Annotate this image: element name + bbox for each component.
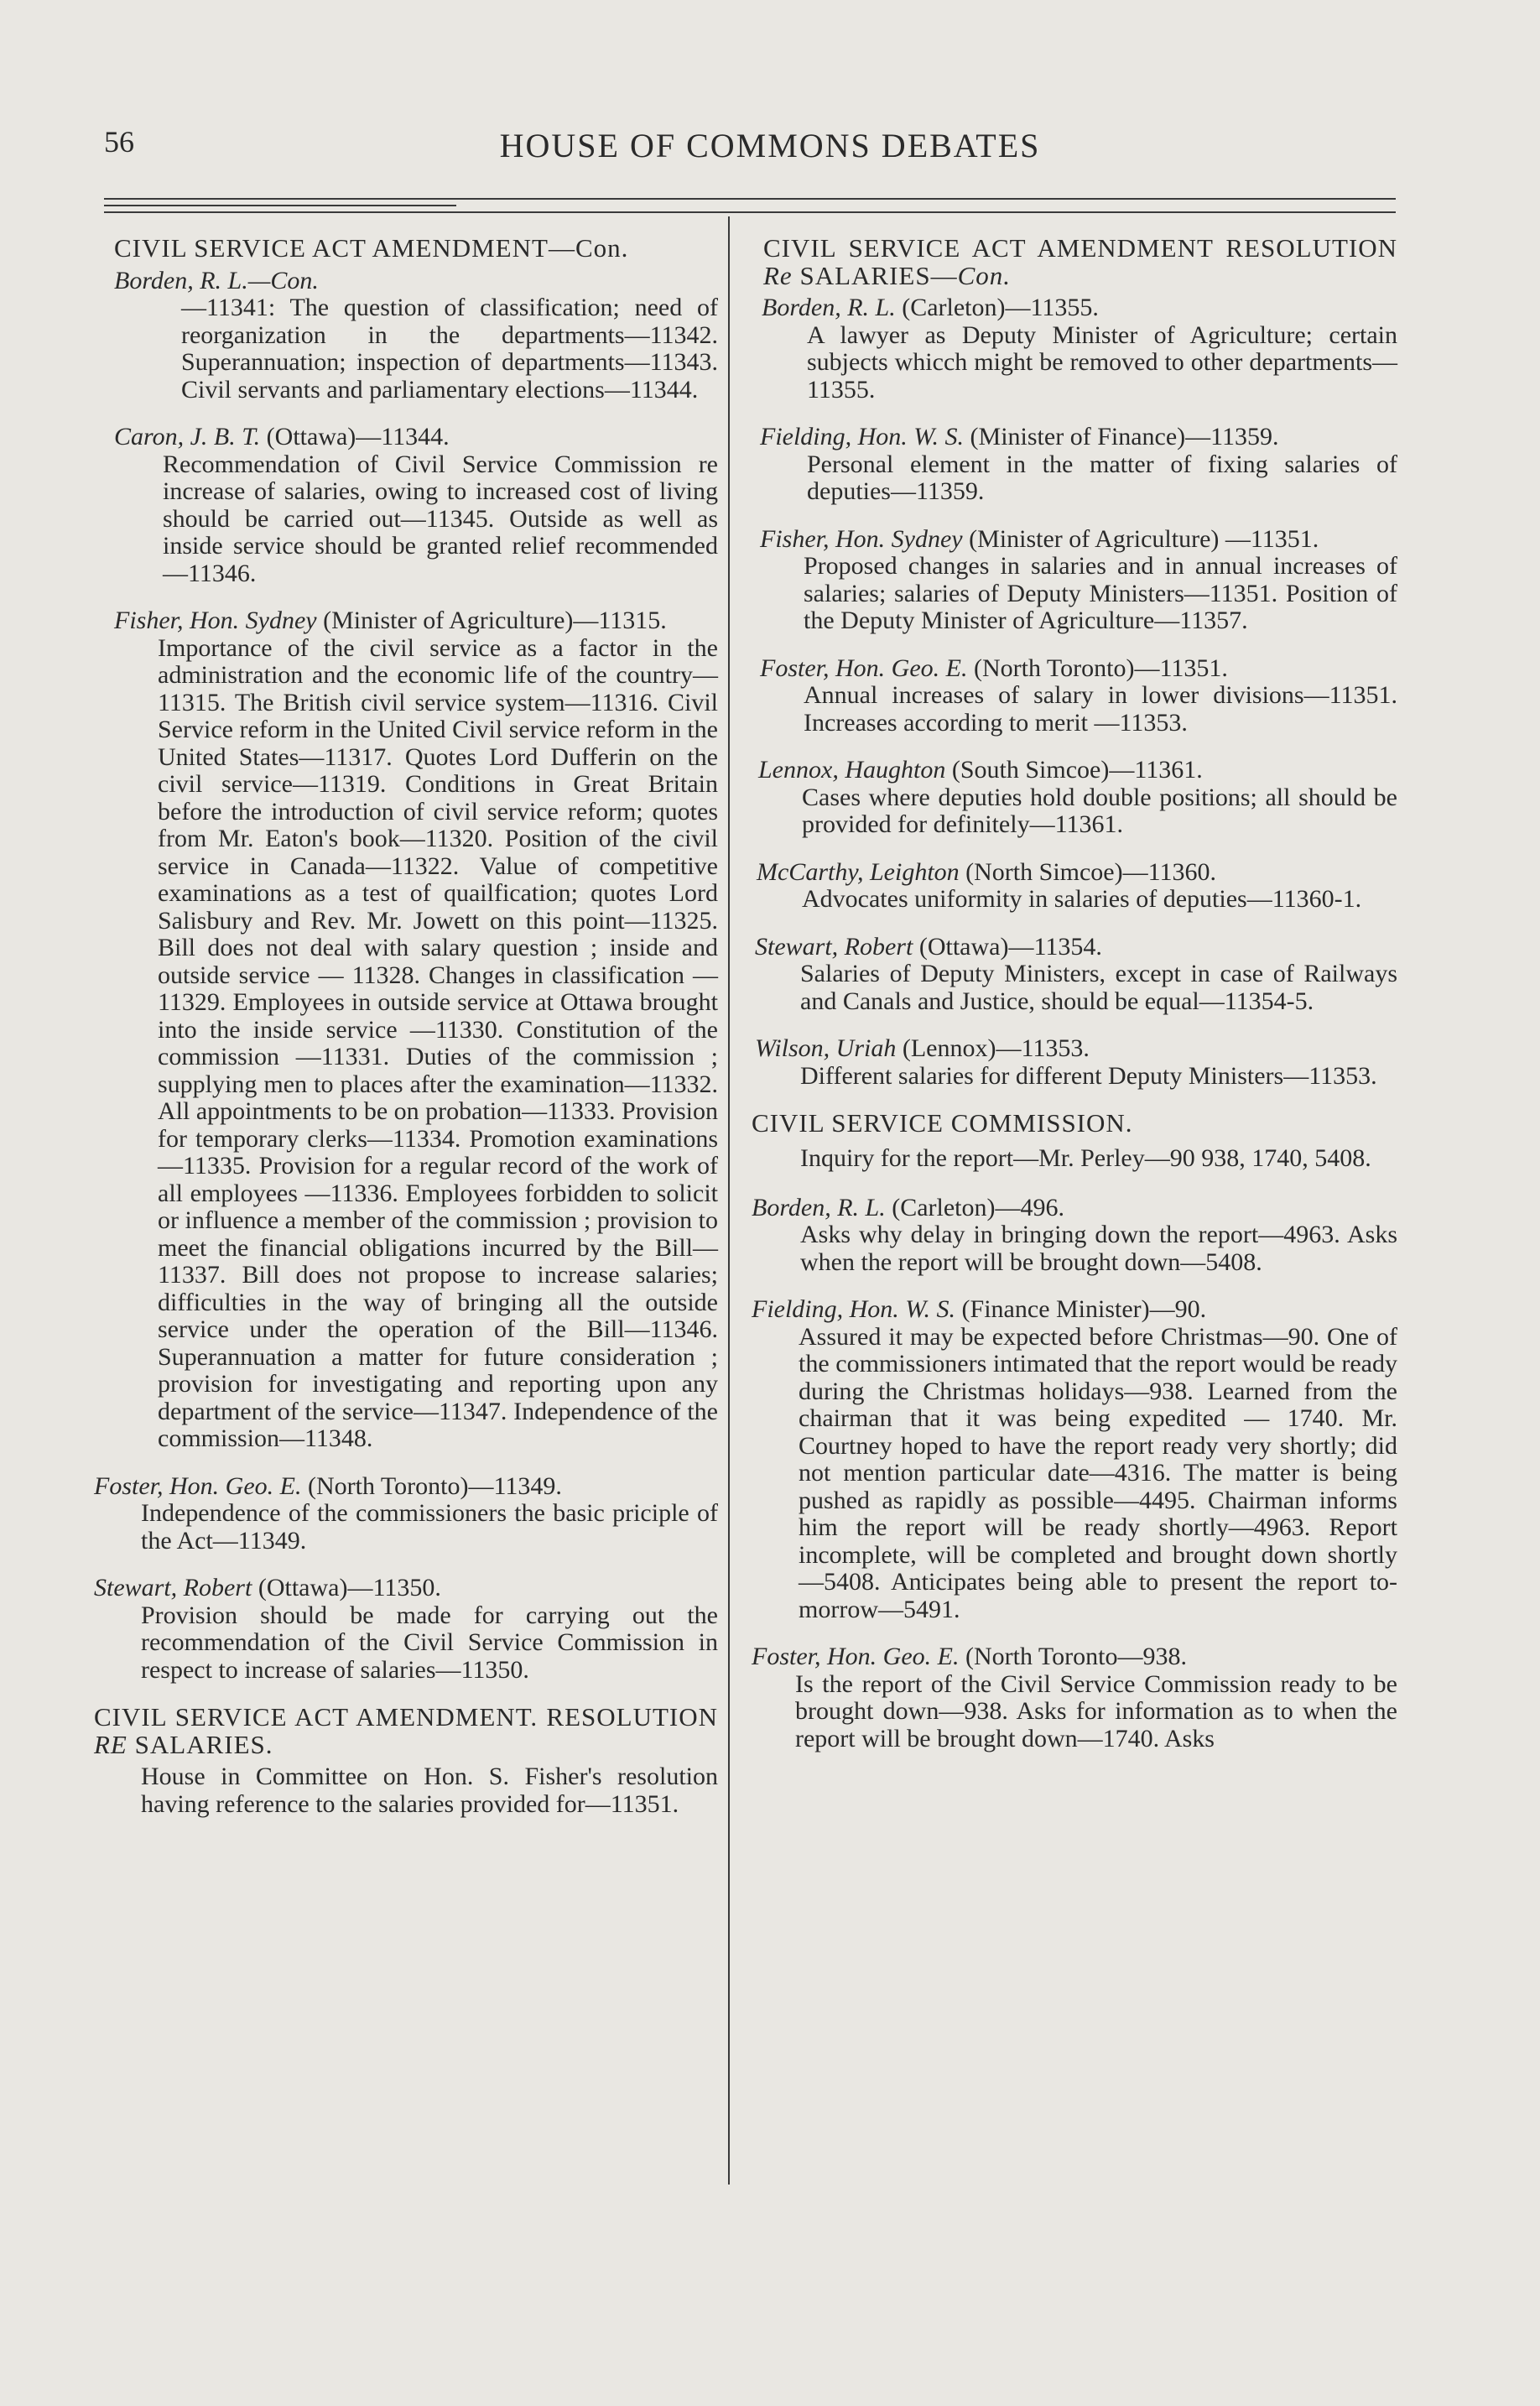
top-rule-thin-left — [104, 205, 456, 206]
speaker-name: Fielding, Hon. W. S. — [752, 1295, 956, 1323]
right-heading-commission: CIVIL SERVICE COMMISSION. — [752, 1108, 1133, 1138]
entry-text: Salaries of Deputy Ministers, except in case of Railways and Canals and Justice, should be equal—11354-5. — [800, 960, 1397, 1015]
speaker-name: Foster, Hon. Geo. E. — [760, 654, 968, 682]
page-number: 56 — [104, 125, 134, 159]
speaker-name: Foster, Hon. Geo. E. — [94, 1471, 302, 1500]
left-column — [94, 235, 718, 1838]
right-heading-resolution: CIVIL SERVICE ACT AMENDMENT RESOLUTION Re SALARIES—Con. — [763, 233, 1397, 290]
entry-text: Provision should be made for carrying out the recommendation of the Civil Service Commission in respect to increase of salaries—11350. — [141, 1601, 718, 1684]
speaker-name: Fisher, Hon. Sydney — [760, 524, 963, 553]
entry-text: Different salaries for different Deputy Ministers—11353. — [800, 1061, 1377, 1090]
entry-text: Independence of the commissioners the basic priciple of the Act—11349. — [141, 1499, 718, 1555]
entry-fielding — [752, 424, 1397, 506]
speaker-affiliation: (Ottawa)—11354. — [913, 932, 1102, 961]
entry-borden-commission — [752, 1195, 1397, 1277]
speaker-affiliation: (North Simcoe)—11360. — [959, 857, 1216, 886]
entry-caron — [94, 424, 718, 587]
entry-text: Inquiry for the report—Mr. Perley—90 938, 1740, 5408. — [800, 1143, 1371, 1172]
entry-borden-cont — [94, 268, 718, 404]
running-head: HOUSE OF COMMONS DEBATES — [499, 127, 1041, 164]
speaker-name: Fielding, Hon. W. S. — [760, 423, 965, 450]
speaker-name: Stewart, Robert — [94, 1574, 252, 1601]
speaker-affiliation: (Ottawa)—11350. — [252, 1574, 441, 1601]
entry-fisher — [94, 607, 718, 1453]
entry-text: Importance of the civil service as a factor in the administration and the economic life of the country—11315. The British civil service system—11316. Civil Service reform in the United Civil service reform in the United States—11317. Quotes Lord Dufferin on the civil service—11319. Conditions in Great Britain before the introduction of civil service reform; quotes from Mr. Eaton's book—11320. Position of the civil service in Canada—11322. Value of competitive examinations as a test of quailfication; quotes Lord Salisbury and Rev. Mr. Jowett on this point—11325. Bill does not deal with salary question ; inside and outside service — 11328. Changes in classification — 11329. Employees in outside service at Ottawa brought into the inside service —11330. Constitution of the commission —11331. Duties of the commission ; supplying men to places after the examination—11332. All appointments to be on probation—11333. Provision for temporary clerks—11334. Promotion examinations—11335. Provision for a regular record of the work of all employees —11336. Employees forbidden to solicit or influence a member of the commission ; provision to meet the financial obligations incurred by the Bill—11337. Bill does not propose to increase salaries; difficulties in the way of bringing all the outside service under the operation of the Bill—11346. Superannuation a matter for future consideration ; provision for investigating and reporting upon any department of the service—11347. Independence of the commission—11348. — [158, 633, 719, 1452]
entry-wilson — [752, 1035, 1397, 1090]
entry-inquiry — [752, 1143, 1397, 1174]
speaker-affiliation: (Minister of Finance)—11359. — [964, 423, 1279, 450]
entry-text: —11341: The question of classification; need of reorganization in the departments—11342. Superannuation; inspection of departments—11343. Civil servants and parliamentary elections—11344. — [181, 294, 718, 404]
entry-text: Annual increases of salary in lower divisions—11351. Increases according to merit —11353. — [804, 681, 1397, 737]
speaker-affiliation: (Ottawa)—11344. — [260, 423, 450, 450]
speaker-affiliation: (North Toronto)—11351. — [967, 654, 1228, 682]
entry-mccarthy — [752, 859, 1397, 914]
speaker-name: McCarthy, Leighton — [757, 857, 960, 886]
entry-text: House in Committee on Hon. S. Fisher's resolution having reference to the salaries provided for—11351. — [141, 1763, 718, 1818]
top-rule — [104, 198, 1396, 200]
entry-text: Cases where deputies hold double positions; all should be provided for definitely—11361. — [802, 783, 1397, 838]
speaker-name: Caron, J. B. T. — [114, 423, 261, 450]
entry-stewart — [94, 1575, 718, 1684]
top-rule-second — [104, 211, 1396, 213]
entry-text: Advocates uniformity in salaries of deputies—11360-1. — [802, 885, 1362, 913]
speaker-name: Borden, R. L. — [762, 294, 896, 321]
left-heading-resolution: CIVIL SERVICE ACT AMENDMENT. RESOLUTION RE SALARIES. — [94, 1702, 718, 1759]
speaker-name: Borden, R. L. — [752, 1193, 886, 1221]
entry-house-in-committee — [94, 1763, 718, 1818]
entry-foster — [94, 1473, 718, 1555]
entry-text: A lawyer as Deputy Minister of Agriculture; certain subjects whicch might be removed to other departments—11355. — [807, 320, 1397, 404]
speaker-affiliation: (Finance Minister)—90. — [955, 1295, 1207, 1323]
entry-text: Proposed changes in salaries and in annual increases of salaries; salaries of Deputy Ministers—11351. Position of the Deputy Minister of Agriculture—11357. — [804, 552, 1397, 634]
speaker-name: Fisher, Hon. Sydney — [114, 607, 317, 634]
column-divider — [728, 216, 730, 2185]
entry-text: Asks why delay in bringing down the report—4963. Asks when the report will be brought down—5408. — [800, 1221, 1397, 1276]
left-heading-civil-service-act: CIVIL SERVICE ACT AMENDMENT—Con. — [114, 233, 629, 263]
entry-stewart — [752, 934, 1397, 1016]
speaker-affiliation: (Minister of Agriculture) —11351. — [962, 524, 1319, 553]
speaker-affiliation: (Carleton)—496. — [885, 1193, 1064, 1221]
speaker-affiliation: (Carleton)—11355. — [895, 294, 1099, 321]
speaker-affiliation: (North Toronto—938. — [959, 1643, 1187, 1670]
entry-borden — [752, 294, 1397, 404]
entry-fielding-commission — [752, 1296, 1397, 1623]
speaker-affiliation: (South Simcoe)—11361. — [945, 756, 1203, 784]
entry-foster-commission — [752, 1643, 1397, 1752]
speaker-name: Wilson, Uriah — [755, 1034, 897, 1062]
entry-fisher — [752, 526, 1397, 635]
entry-lennox — [752, 757, 1397, 839]
entry-text: Is the report of the Civil Service Commission ready to be brought down—938. Asks for information as to when the report will be brought down—1740. Asks — [795, 1669, 1397, 1752]
speaker-name: Foster, Hon. Geo. E. — [752, 1643, 960, 1670]
speaker-name: Stewart, Robert — [755, 932, 913, 961]
entry-text: Assured it may be expected before Christmas—90. One of the commissioners intimated that the report would be ready during the Christmas holidays—938. Learned from the chairman that it was being expedited — 1740. Mr. Courtney hoped to have the report ready very shortly; did not mention particular date—4316. The matter is being pushed as rapidly as possible—4495. Chairman informs him the report will be ready shortly—4963. Report incomplete, will be completed and brought down shortly —5408. Anticipates being able to present the report to-morrow—5491. — [799, 1322, 1397, 1623]
entry-foster — [752, 655, 1397, 737]
right-column — [752, 235, 1397, 1773]
speaker-affiliation: (Lennox)—11353. — [896, 1034, 1090, 1062]
speaker-name: Borden, R. L.—Con. — [114, 266, 319, 294]
speaker-affiliation: (Minister of Agriculture)—11315. — [316, 607, 667, 634]
entry-text: Personal element in the matter of fixing salaries of deputies—11359. — [807, 450, 1397, 505]
speaker-affiliation: (North Toronto)—11349. — [301, 1471, 562, 1500]
entry-text: Recommendation of Civil Service Commission re increase of salaries, owing to increased cost of living should be carried out—11345. Outside as well as inside service should be granted relief recommended—11346. — [163, 450, 718, 587]
speaker-name: Lennox, Haughton — [758, 756, 946, 784]
